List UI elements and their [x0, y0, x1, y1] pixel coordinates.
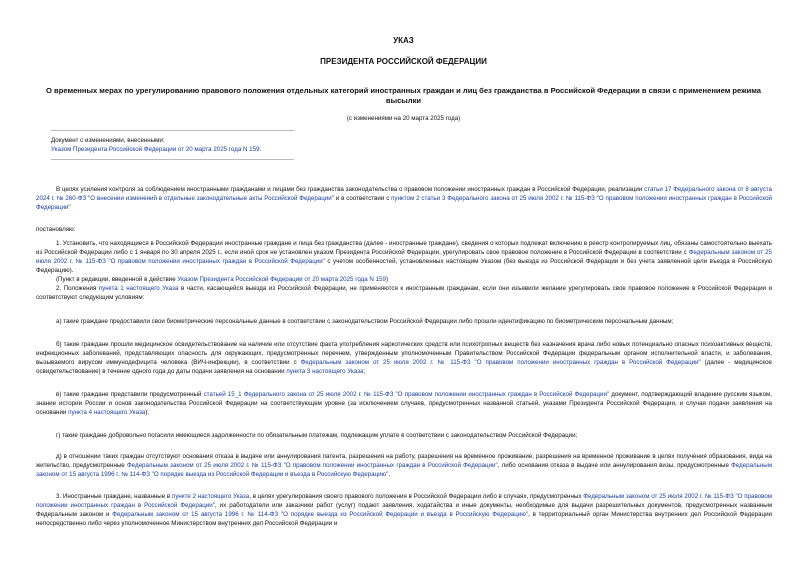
text: , в территориальный орган Министерства внутренних дел Российской Федерации непосредственно либо через уполномоченное Министерством внутренних дел Российской Федерации и	[36, 511, 773, 527]
text: (далее - медицинское освидетельствование) в течение одного года до даты подачи заявления на основании	[36, 359, 772, 375]
text: 2. Положения	[56, 285, 99, 292]
text: );	[145, 409, 150, 416]
law-link[interactable]: пунктом 2 статьи 3 Федерального закона от 25 июля 2002 г. № 115-ФЗ "О правовом положении иностранных граждан в Российской Федерации"	[36, 195, 772, 211]
text: (Пункт в редакции, введенной в действие	[56, 276, 178, 283]
internal-link[interactable]: пункта 4 настоящего Указа	[68, 409, 146, 416]
text: в части, касающейся выезда из Российской Федерации, не применяются к иностранным гражданам, если они изъявили желание урегулировать свое правовое положение в Российской Федерации и соответствуют следующим условиям:	[36, 285, 772, 301]
text: , в целях урегулирования своего правового положения в Российской Федерации либо в случаях, предусмотренных	[249, 493, 584, 500]
paragraph-3	[36, 492, 772, 528]
paragraph-1	[36, 239, 772, 275]
paragraph-1-note	[36, 275, 772, 284]
text: )	[385, 276, 388, 283]
revision-note: (с изменениями на 20 марта 2025 года)	[346, 115, 461, 122]
law-link[interactable]: Федеральным законом от 15 августа 1996 г. № 114-ФЗ "О порядке выезда из Российской Федерации и въезда в Российскую Федерацию"	[36, 462, 772, 478]
text: .	[388, 471, 391, 478]
text: документ, подтверждающий владение русским языком, знание истории России и основ законодательства Российской Федерации на соответствующем уровне (за исключением случаев, предусмотренных названной статьей, указами Президента Российской Федерации, и случая подачи заявления на основании	[36, 391, 772, 416]
law-link[interactable]: Федеральным законом от 25 июля 2002 г. № 115-ФЗ "О правовом положении иностранных граждан в Российской Федерации"	[36, 493, 773, 509]
subparagraph-v	[36, 390, 772, 417]
amendments-box	[51, 130, 294, 160]
subparagraph-a: а) такие граждане предоставили свои биометрические персональные данные в соответствии с законодательством Российской Федерации либо прошли идентификацию по биометрическим персональным данным;	[56, 318, 674, 325]
amendment-link[interactable]: Указом Президента Российской Федерации от 20 марта 2025 года N 159.	[51, 146, 262, 153]
internal-link[interactable]: пункта 3 настоящего Указа	[286, 368, 364, 375]
text: , либо основания отказа в выдаче или аннулирования визы, предусмотренные	[497, 462, 732, 469]
text: 1. Установить, что находящиеся в Российской Федерации иностранные граждане и лица без гражданства (далее - иностранные граждане), сведения о которых подлежат включению в реестр контролируемых лиц, обязаны самостоятельно выехать из Российской Федерации либо с 1 января по 30 апреля 2025 г., если иной срок не установлен указом Президента Российской Федерации, урегулировать свое правовое положение в Российской Федерации в соответствии с	[36, 240, 772, 256]
preamble-paragraph	[36, 185, 772, 212]
amendments-caption: Документ с изменениями, внесенными:	[51, 137, 165, 144]
text: и в соответствии с	[333, 195, 392, 202]
subparagraph-b	[36, 340, 772, 376]
internal-link[interactable]: пункте 2 настоящего Указа	[171, 493, 250, 500]
subparagraph-d	[36, 452, 772, 479]
law-link[interactable]: Федеральным законом от 25 июля 2002 г. № 115-ФЗ "О правовом положении иностранных граждан в Российской Федерации"	[126, 462, 498, 469]
issuer-title: ПРЕЗИДЕНТА РОССИЙСКОЙ ФЕДЕРАЦИИ	[320, 57, 487, 66]
doc-type-title: УКАЗ	[393, 36, 414, 45]
text: В целях усиления контроля за соблюдением иностранными гражданами и лицами без гражданства законодательства о правовом положении иностранных граждан в Российской Федерации, реализации	[56, 186, 645, 193]
law-link[interactable]: статьей 15_1 Федерального закона от 25 июля 2002 г. № 115-ФЗ "О правовом положении иностранных граждан в Российской Федерации"	[203, 391, 610, 398]
text: 3. Иностранные граждане, названные в	[56, 493, 172, 500]
text: , их работодатели или заказчики работ (услуг) подают заявления, ходатайства и иные документы, необходимые для выдачи разрешительных документов, предусмотренных названным Федеральным законом и	[36, 502, 773, 518]
law-link[interactable]: Федеральным законом от 25 июля 2002 г. № 115-ФЗ "О правовом положении иностранных граждан в Российской Федерации"	[36, 249, 772, 265]
internal-link[interactable]: пункта 1 настоящего Указа	[98, 285, 179, 292]
paragraph-2	[36, 284, 772, 302]
subparagraph-g: г) такие граждане добровольно погасили имеющиеся задолженности по обязательным платежам, подлежащим уплате в соответствии с законодательством Российской Федерации;	[56, 432, 578, 439]
decree-subject: О временных мерах по урегулированию правового положения отдельных категорий иностранных граждан и лиц без гражданства в Российской Федерации в связи с применением режима высылки	[46, 86, 761, 105]
text: б) такие граждане прошли медицинское освидетельствование на наличие или отсутствие факта употребления наркотических средств или психотропных веществ без назначения врача либо новых потенциально опасных психоактивных веществ, инфекционных заболеваний, представляющих опасность для окружающих, предусмотренных перечнем, утвержденным уполномоченным Правительством Российской Федерации федеральным органом исполнительной власти, и заболевания, вызываемого вирусом иммунодефицита человека (ВИЧ-инфекции), в соответствии с	[36, 341, 772, 366]
text: д) в отношении таких граждан отсутствуют основания отказа в выдаче или аннулирования патента, разрешения на работу, разрешения на временное проживание, разрешения на временное проживание в целях получения образования, вида на жительство, предусмотренные	[36, 453, 772, 469]
text: с учетом особенностей, установленных настоящим Указом (без выезда из Российской Федерации и без учета заявленной цели въезда в Российскую Федерацию).	[36, 258, 772, 274]
amendment-link[interactable]: Указом Президента Российской Федерации от 20 марта 2025 года N 159	[177, 276, 386, 283]
law-link[interactable]: статьи 17 Федерального закона от 8 августа 2024 г. № 260-ФЗ "О внесении изменений в отдельные законодательные акты Российской Федерации"	[36, 186, 772, 202]
law-link[interactable]: Федеральным законом от 25 июля 2002 г. № 115-ФЗ "О правовом положении иностранных граждан в Российской Федерации"	[300, 359, 701, 366]
text: ;	[363, 368, 366, 375]
law-link[interactable]: Федеральным законом от 15 августа 1996 г. № 114-ФЗ "О порядке выезда из Российской Федерации и въезда в Российскую Федерацию"	[112, 511, 529, 518]
text: в) такие граждане представили предусмотренный	[56, 391, 204, 398]
decree-word: постановляю:	[36, 226, 76, 233]
